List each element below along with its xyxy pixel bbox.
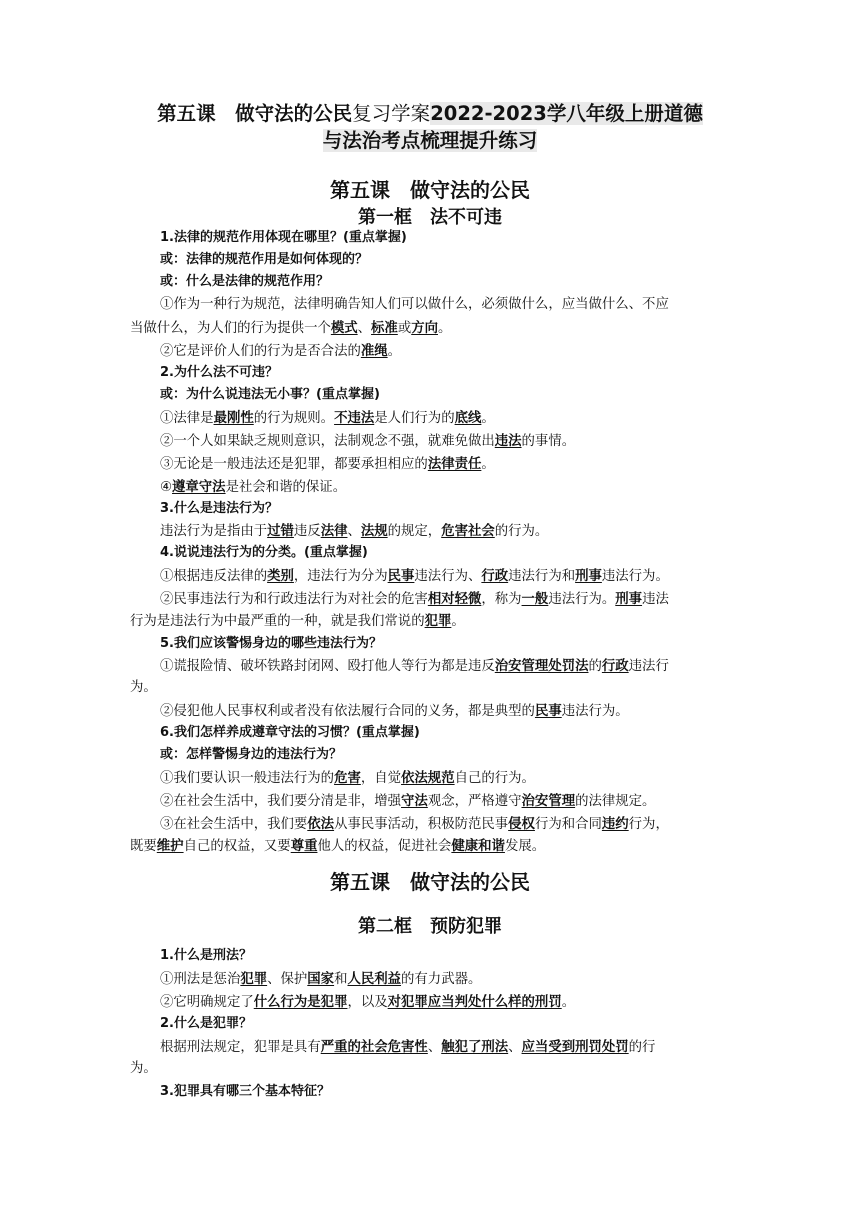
answer-5-1-line-1: ①谎报险情、破坏铁路封闭网、殴打他人等行为都是违反治安管理处罚法的行政违法行	[160, 658, 669, 674]
question-3: 3.什么是违法行为？	[160, 501, 278, 516]
answer-2-3: ③无论是一般违法还是犯罪，都要承担相应的法律责任。	[160, 456, 495, 472]
frame-heading: 第一框 法不可违	[358, 207, 502, 228]
answer-5-1-line-2: 为。	[130, 680, 157, 695]
lesson-heading: 第五课 做守法的公民	[330, 178, 530, 202]
keyword: 尊重	[290, 838, 318, 854]
keyword: 犯罪	[240, 971, 268, 987]
keyword: 对犯罪应当判处什么样的刑罚	[387, 994, 562, 1010]
question-1-alt-2: 或：什么是法律的规范作用？	[160, 274, 330, 289]
question-1-alt-1: 或：法律的规范作用是如何体现的？	[160, 252, 369, 267]
keyword: 守法	[401, 793, 428, 809]
keyword: 民事	[534, 703, 562, 719]
keyword: 相对轻微	[427, 591, 482, 607]
answer-2-4: ④遵章守法是社会和谐的保证。	[160, 479, 347, 495]
question-2: 2.为什么法不可违？	[160, 365, 278, 380]
answer-4-2-line-1: ②民事违法行为和行政违法行为对社会的危害相对轻微，称为一般违法行为。刑事违法	[160, 591, 669, 607]
keyword: 准绳	[360, 343, 388, 359]
title-plain-part: 复习学案	[352, 102, 431, 125]
answer-1-1-line-1: ①作为一种行为规范，法律明确告知人们可以做什么，必须做什么，应当做什么、不应	[160, 297, 669, 312]
keyword: 犯罪	[424, 613, 452, 629]
keyword: 民事	[387, 568, 415, 584]
keyword: 治安管理	[521, 793, 576, 809]
document-title	[120, 100, 740, 154]
keyword: 刑事	[575, 568, 602, 584]
keyword: 健康和谐	[451, 838, 505, 854]
keyword: 刑事	[615, 591, 643, 607]
answer-2-2-line-1: 根据刑法规定，犯罪是具有严重的社会危害性、触犯了刑法、应当受到刑罚处罚的行	[160, 1039, 656, 1055]
answer-1-1-line-2: 当做什么，为人们的行为提供一个模式、标准或方向。	[130, 320, 452, 336]
keyword: 依法规范	[401, 770, 455, 786]
keyword: 违约	[601, 816, 629, 832]
keyword: 行政	[481, 568, 509, 584]
question-2-2: 2.什么是犯罪？	[160, 1016, 252, 1031]
question-6-alt: 或：怎样警惕身边的违法行为？	[160, 747, 343, 762]
question-2-1: 1.什么是刑法？	[160, 948, 252, 963]
question-6: 6.我们怎样养成遵章守法的习惯？(重点掌握)	[160, 725, 420, 740]
question-1: 1.法律的规范作用体现在哪里？(重点掌握)	[160, 230, 407, 245]
keyword: 标准	[371, 320, 398, 336]
answer-2-2: ②一个人如果缺乏规则意识，法制观念不强，就难免做出违法的事情。	[160, 433, 576, 449]
answer-2-2-line-2: 为。	[130, 1061, 157, 1076]
answer-6-3-line-1: ③在社会生活中，我们要依法从事民事活动，积极防范民事侵权行为和合同违约行为，	[160, 816, 669, 832]
keyword: 法规	[360, 523, 388, 539]
keyword: 侵权	[508, 816, 535, 832]
keyword: 应当受到刑罚处罚	[521, 1039, 629, 1055]
answer-2-1: ①法律是最刚性的行为规则。不违法是人们行为的底线。	[160, 410, 495, 426]
keyword: 最刚性	[213, 410, 254, 426]
keyword: 维护	[156, 838, 184, 854]
keyword: 遵章守法	[172, 479, 226, 495]
question-5: 5.我们应该警惕身边的哪些违法行为？	[160, 636, 382, 651]
answer-2-1-2: ②它明确规定了什么行为是犯罪，以及对犯罪应当判处什么样的刑罚。	[160, 994, 576, 1010]
keyword: 国家	[307, 971, 335, 987]
keyword: 行政	[601, 658, 629, 674]
answer-5-2: ②侵犯他人民事权利或者没有依法履行合同的义务，都是典型的民事违法行为。	[160, 703, 629, 719]
answer-1-2: ②它是评价人们的行为是否合法的准绳。	[160, 343, 402, 359]
answer-4-2-line-2: 行为是违法行为中最严重的一种，就是我们常说的犯罪。	[130, 613, 465, 629]
keyword: 严重的社会危害性	[320, 1039, 428, 1055]
question-4: 4.说说违法行为的分类。(重点掌握)	[160, 545, 368, 560]
question-2-alt: 或：为什么说违法无小事？(重点掌握)	[160, 387, 380, 402]
keyword: 危害社会	[441, 523, 495, 539]
answer-2-1-1: ①刑法是惩治犯罪、保护国家和人民利益的有力武器。	[160, 971, 482, 987]
keyword: 模式	[330, 320, 358, 336]
answer-6-2: ②在社会生活中，我们要分清是非，增强守法观念，严格遵守治安管理的法律规定。	[160, 793, 656, 809]
keyword: 依法	[307, 816, 335, 832]
keyword: 人民利益	[347, 971, 402, 987]
keyword: 什么行为是犯罪	[253, 994, 348, 1010]
keyword: 法律责任	[427, 456, 482, 472]
keyword: 触犯了刑法	[441, 1039, 509, 1055]
frame-heading-2: 第二框 预防犯罪	[358, 916, 502, 937]
keyword: 底线	[454, 410, 482, 426]
answer-4-1: ①根据违反法律的类别，违法行为分为民事违法行为、行政违法行为和刑事违法行为。	[160, 568, 669, 584]
lesson-heading-2: 第五课 做守法的公民	[330, 870, 530, 894]
keyword: 治安管理处罚法	[494, 658, 589, 674]
title-bold-part: 第五课 做守法的公民	[157, 102, 353, 125]
answer-6-3-line-2: 既要维护自己的权益，又要尊重他人的权益，促进社会健康和谐发展。	[130, 838, 546, 854]
keyword: 方向	[411, 320, 438, 336]
question-2-3: 3.犯罪具有哪三个基本特征？	[160, 1084, 330, 1099]
title-highlight-line1: 2022-2023学八年级上册道德	[430, 102, 703, 125]
keyword: 类别	[267, 568, 294, 584]
answer-6-1: ①我们要认识一般违法行为的危害，自觉依法规范自己的行为。	[160, 770, 535, 786]
keyword: 违法	[494, 433, 522, 449]
keyword: 危害	[334, 770, 361, 786]
answer-3: 违法行为是指由于过错违反法律、法规的规定，危害社会的行为。	[160, 523, 549, 539]
title-highlight-line2: 与法治考点梳理提升练习	[322, 129, 538, 152]
keyword: 法律	[320, 523, 348, 539]
keyword: 一般	[521, 591, 549, 607]
keyword: 过错	[267, 523, 294, 539]
keyword: 不违法	[334, 410, 375, 426]
